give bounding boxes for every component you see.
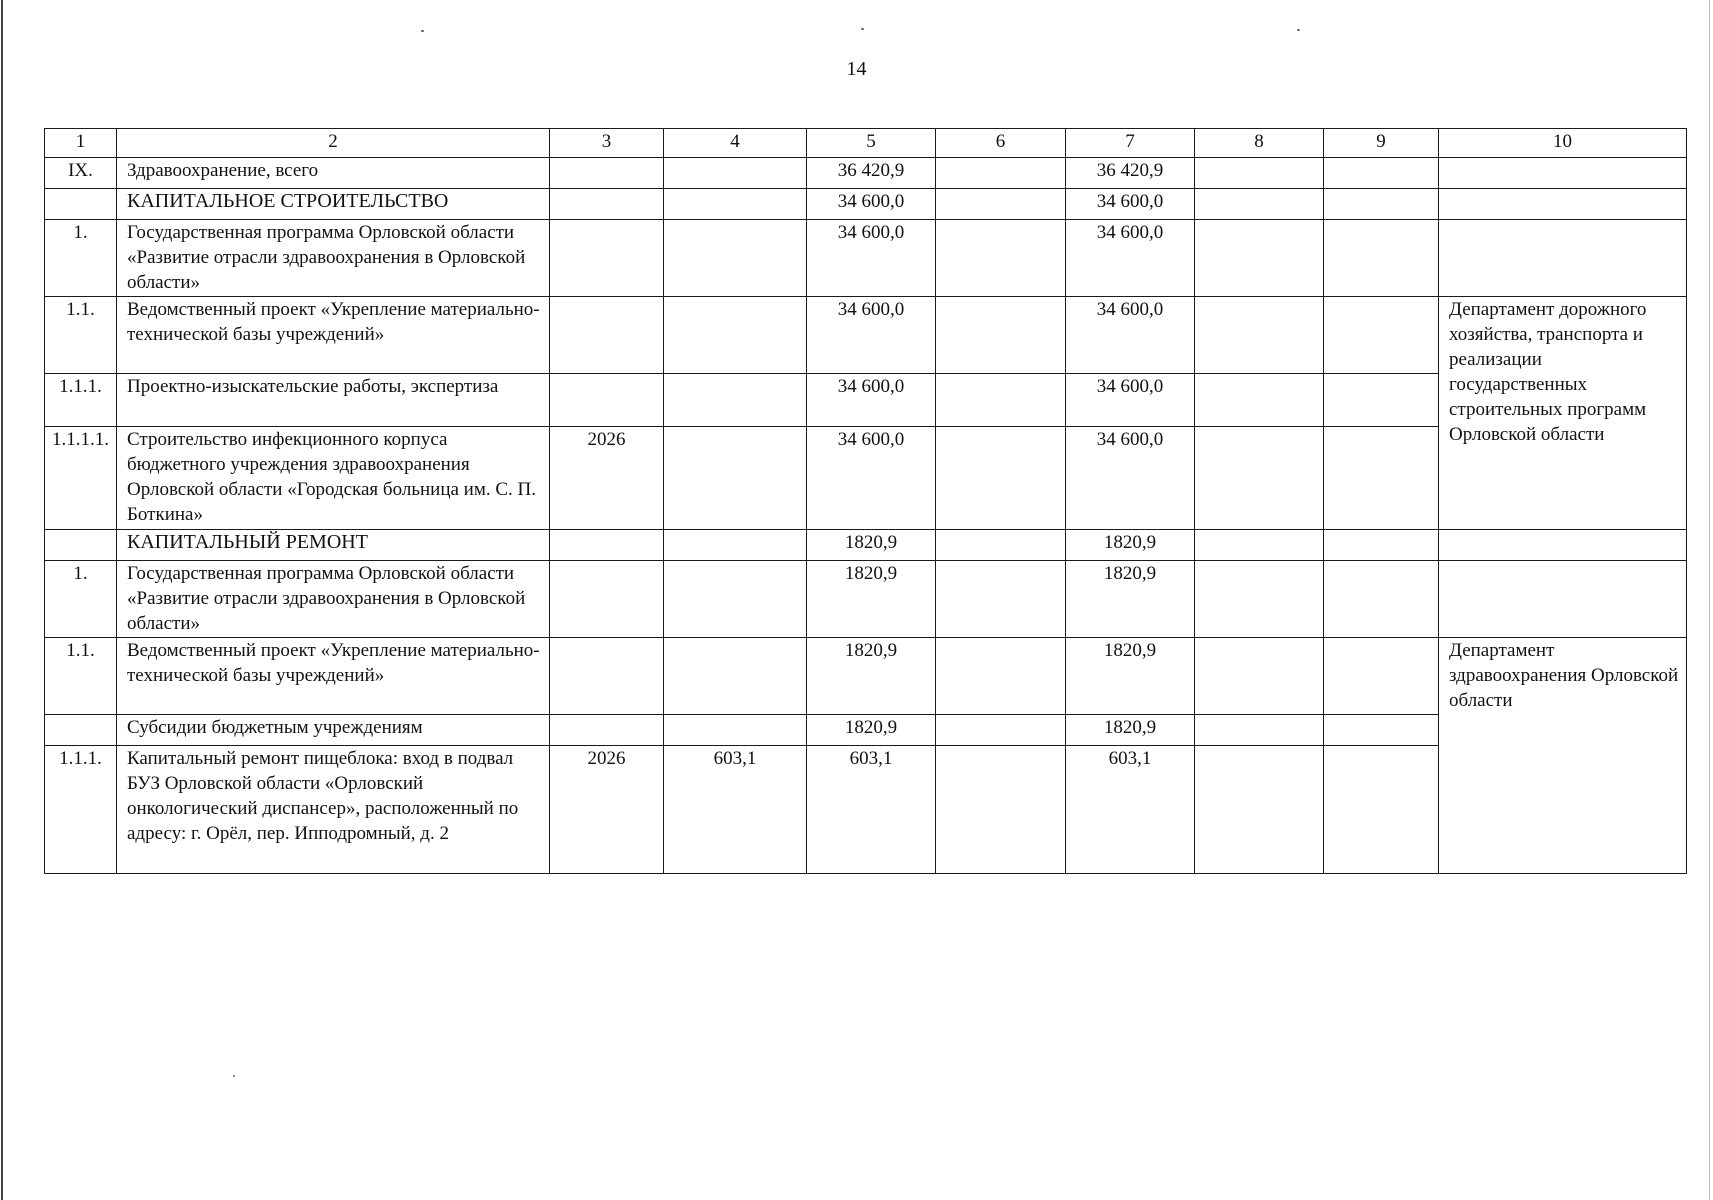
column-header: 4 bbox=[664, 129, 807, 158]
cell-col-6 bbox=[936, 374, 1066, 427]
page-number: 14 bbox=[846, 58, 867, 80]
row-name: Ведомственный проект «Укрепление материально-технической базы учреждений» bbox=[117, 297, 550, 374]
row-name: Ведомственный проект «Укрепление материально-технической базы учреждений» bbox=[117, 638, 550, 715]
cell-col-10 bbox=[1439, 561, 1687, 638]
cell-col-7: 603,1 bbox=[1066, 746, 1195, 874]
row-name: Строительство инфекционного корпуса бюджетного учреждения здравоохранения Орловской области «Городская больница им. С. П. Боткина» bbox=[117, 427, 550, 530]
column-header: 5 bbox=[807, 129, 936, 158]
column-header: 9 bbox=[1324, 129, 1439, 158]
row-name: Субсидии бюджетным учреждениям bbox=[117, 715, 550, 746]
cell-col-6 bbox=[936, 427, 1066, 530]
cell-col-5: 603,1 bbox=[807, 746, 936, 874]
cell-col-8 bbox=[1195, 561, 1324, 638]
cell-col-4 bbox=[664, 220, 807, 297]
cell-col-8 bbox=[1195, 715, 1324, 746]
cell-col-5: 1820,9 bbox=[807, 561, 936, 638]
table-row bbox=[45, 189, 1687, 220]
cell-col-6 bbox=[936, 746, 1066, 874]
row-number bbox=[45, 530, 117, 561]
cell-col-8 bbox=[1195, 638, 1324, 715]
cell-col-3 bbox=[550, 220, 664, 297]
column-header: 7 bbox=[1066, 129, 1195, 158]
column-header: 3 bbox=[550, 129, 664, 158]
cell-col-6 bbox=[936, 189, 1066, 220]
cell-col-6 bbox=[936, 297, 1066, 374]
cell-col-9 bbox=[1324, 427, 1439, 530]
scan-speck bbox=[1297, 29, 1300, 31]
cell-col-7: 34 600,0 bbox=[1066, 427, 1195, 530]
budget-table bbox=[44, 128, 1687, 874]
cell-col-5: 36 420,9 bbox=[807, 158, 936, 189]
cell-col-9 bbox=[1324, 158, 1439, 189]
cell-col-8 bbox=[1195, 220, 1324, 297]
cell-col-6 bbox=[936, 220, 1066, 297]
cell-col-7: 34 600,0 bbox=[1066, 220, 1195, 297]
scan-speck bbox=[861, 28, 864, 30]
cell-col-7: 1820,9 bbox=[1066, 638, 1195, 715]
cell-col-3 bbox=[550, 374, 664, 427]
cell-col-4 bbox=[664, 374, 807, 427]
table-row bbox=[45, 530, 1687, 561]
row-number: 1.1. bbox=[45, 638, 117, 715]
cell-col-3 bbox=[550, 530, 664, 561]
row-number: IX. bbox=[45, 158, 117, 189]
cell-col-6 bbox=[936, 638, 1066, 715]
row-name: Государственная программа Орловской области «Развитие отрасли здравоохранения в Орловской области» bbox=[117, 220, 550, 297]
row-number bbox=[45, 189, 117, 220]
cell-col-9 bbox=[1324, 638, 1439, 715]
cell-col-5: 34 600,0 bbox=[807, 374, 936, 427]
cell-col-4 bbox=[664, 189, 807, 220]
cell-col-7: 1820,9 bbox=[1066, 530, 1195, 561]
cell-col-3: 2026 bbox=[550, 746, 664, 874]
cell-col-10 bbox=[1439, 530, 1687, 561]
table-row bbox=[45, 220, 1687, 297]
cell-col-6 bbox=[936, 158, 1066, 189]
row-number: 1.1.1. bbox=[45, 374, 117, 427]
table-row bbox=[45, 638, 1687, 715]
cell-col-9 bbox=[1324, 746, 1439, 874]
cell-col-9 bbox=[1324, 561, 1439, 638]
cell-col-4 bbox=[664, 297, 807, 374]
cell-col-9 bbox=[1324, 374, 1439, 427]
cell-col-7: 34 600,0 bbox=[1066, 297, 1195, 374]
responsible-department: Департамент дорожного хозяйства, транспорта и реализации государственных строительных программ Орловской области bbox=[1439, 297, 1687, 530]
row-name: Здравоохранение, всего bbox=[117, 158, 550, 189]
cell-col-5: 1820,9 bbox=[807, 715, 936, 746]
cell-col-8 bbox=[1195, 427, 1324, 530]
table-row bbox=[45, 561, 1687, 638]
scan-speck bbox=[233, 1075, 235, 1077]
row-name: Государственная программа Орловской области «Развитие отрасли здравоохранения в Орловской области» bbox=[117, 561, 550, 638]
cell-col-9 bbox=[1324, 189, 1439, 220]
cell-col-9 bbox=[1324, 715, 1439, 746]
page-edge-right bbox=[1709, 0, 1710, 1200]
row-number: 1. bbox=[45, 561, 117, 638]
row-number: 1.1. bbox=[45, 297, 117, 374]
cell-col-5: 34 600,0 bbox=[807, 427, 936, 530]
cell-col-8 bbox=[1195, 530, 1324, 561]
cell-col-10 bbox=[1439, 189, 1687, 220]
cell-col-6 bbox=[936, 561, 1066, 638]
cell-col-3: 2026 bbox=[550, 427, 664, 530]
cell-col-7: 34 600,0 bbox=[1066, 189, 1195, 220]
table-row bbox=[45, 158, 1687, 189]
cell-col-6 bbox=[936, 530, 1066, 561]
column-header: 6 bbox=[936, 129, 1066, 158]
cell-col-4 bbox=[664, 530, 807, 561]
cell-col-7: 1820,9 bbox=[1066, 715, 1195, 746]
cell-col-5: 34 600,0 bbox=[807, 297, 936, 374]
row-number: 1. bbox=[45, 220, 117, 297]
cell-col-7: 1820,9 bbox=[1066, 561, 1195, 638]
table-header-row bbox=[45, 129, 1687, 158]
cell-col-10 bbox=[1439, 158, 1687, 189]
cell-col-5: 34 600,0 bbox=[807, 189, 936, 220]
column-header: 1 bbox=[45, 129, 117, 158]
cell-col-9 bbox=[1324, 220, 1439, 297]
row-name: Проектно-изыскательские работы, экспертиза bbox=[117, 374, 550, 427]
cell-col-10 bbox=[1439, 220, 1687, 297]
row-number bbox=[45, 715, 117, 746]
cell-col-3 bbox=[550, 158, 664, 189]
cell-col-7: 34 600,0 bbox=[1066, 374, 1195, 427]
row-name: КАПИТАЛЬНОЕ СТРОИТЕЛЬСТВО bbox=[117, 189, 550, 220]
column-header: 8 bbox=[1195, 129, 1324, 158]
cell-col-3 bbox=[550, 715, 664, 746]
cell-col-9 bbox=[1324, 530, 1439, 561]
cell-col-3 bbox=[550, 638, 664, 715]
cell-col-6 bbox=[936, 715, 1066, 746]
row-number: 1.1.1.1. bbox=[45, 427, 117, 530]
row-name: Капитальный ремонт пищеблока: вход в подвал БУЗ Орловской области «Орловский онкологический диспансер», расположенный по адресу: г. Орёл, пер. Ипподромный, д. 2 bbox=[117, 746, 550, 874]
cell-col-9 bbox=[1324, 297, 1439, 374]
table-row bbox=[45, 297, 1687, 374]
cell-col-7: 36 420,9 bbox=[1066, 158, 1195, 189]
page-edge-left bbox=[1, 0, 3, 1200]
cell-col-4: 603,1 bbox=[664, 746, 807, 874]
column-header: 10 bbox=[1439, 129, 1687, 158]
cell-col-8 bbox=[1195, 297, 1324, 374]
cell-col-3 bbox=[550, 189, 664, 220]
cell-col-8 bbox=[1195, 374, 1324, 427]
cell-col-4 bbox=[664, 427, 807, 530]
cell-col-8 bbox=[1195, 189, 1324, 220]
cell-col-8 bbox=[1195, 746, 1324, 874]
responsible-department: Департамент здравоохранения Орловской области bbox=[1439, 638, 1687, 874]
cell-col-4 bbox=[664, 638, 807, 715]
column-header: 2 bbox=[117, 129, 550, 158]
cell-col-3 bbox=[550, 297, 664, 374]
cell-col-5: 34 600,0 bbox=[807, 220, 936, 297]
cell-col-5: 1820,9 bbox=[807, 530, 936, 561]
scan-speck bbox=[421, 30, 424, 32]
cell-col-8 bbox=[1195, 158, 1324, 189]
cell-col-5: 1820,9 bbox=[807, 638, 936, 715]
row-number: 1.1.1. bbox=[45, 746, 117, 874]
cell-col-4 bbox=[664, 561, 807, 638]
cell-col-4 bbox=[664, 158, 807, 189]
cell-col-4 bbox=[664, 715, 807, 746]
row-name: КАПИТАЛЬНЫЙ РЕМОНТ bbox=[117, 530, 550, 561]
cell-col-3 bbox=[550, 561, 664, 638]
